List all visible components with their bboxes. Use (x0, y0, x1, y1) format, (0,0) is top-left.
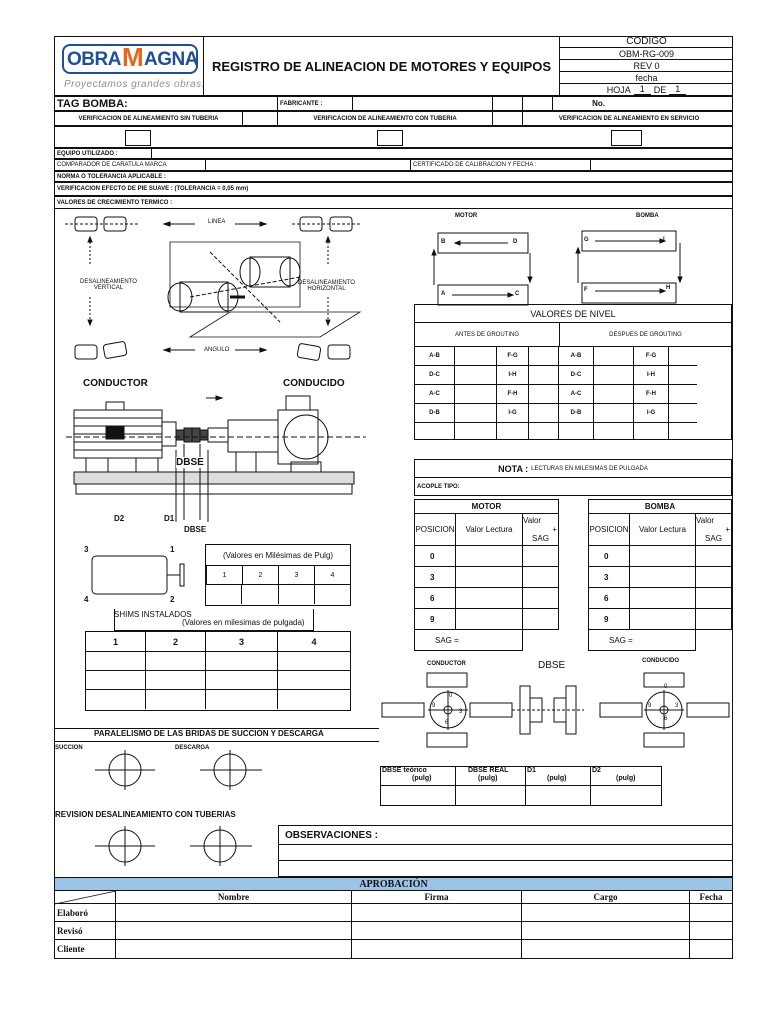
linea-label: LINEA (208, 219, 226, 225)
dial-left-3: 3 (459, 709, 463, 715)
bomba-sag-label: SAG = (588, 630, 696, 651)
nivel-label: D-B (559, 404, 594, 423)
acople-tipo-label: ACOPLE TIPO: (417, 483, 460, 490)
dbse-real-label: DBSE REAL (468, 767, 509, 774)
motor-valor-sag-part: + (552, 525, 557, 534)
nivel-value-cell[interactable] (634, 423, 669, 439)
dbse-label-2: DBSE (184, 525, 207, 534)
desal-h-line2: HORIZONTAL (307, 286, 346, 292)
nivel-value-cell[interactable] (455, 347, 497, 366)
level-diagram (430, 225, 690, 310)
nivel-value-cell[interactable] (669, 385, 697, 404)
bomba-posicion-6: 6 (588, 588, 630, 609)
shim-value-cell[interactable] (206, 671, 278, 690)
bomba-valor-cell[interactable] (630, 567, 696, 588)
d1-header (526, 767, 591, 786)
observaciones-line-2[interactable] (279, 861, 732, 876)
shims-sublabel: (Valores en milesimas de pulgada) (182, 618, 305, 627)
d2-col-label: D2 (592, 767, 601, 774)
logo-text-obra: OBRA (67, 49, 121, 70)
dial-right-9: 9 (648, 703, 652, 709)
point-a: A (441, 291, 446, 297)
dbse-real-header (456, 767, 526, 786)
dial-indicator-diagram (382, 670, 732, 752)
valores-milesimas-label: (Valores en Milésimas de Pulg) (206, 545, 350, 566)
aprobacion-row-cliente: Cliente (55, 940, 116, 958)
nivel-value-cell[interactable] (529, 385, 559, 404)
nivel-value-cell[interactable] (455, 423, 497, 439)
logo-text-m: M (122, 42, 144, 72)
observaciones-box (278, 825, 733, 877)
shim-value-cell[interactable] (278, 671, 350, 690)
certificado-field[interactable] (590, 160, 734, 170)
nivel-label: A-B (559, 347, 594, 366)
aprobacion-entry-cell[interactable] (690, 922, 732, 940)
aprobacion-entry-cell[interactable] (690, 904, 732, 922)
comparador-label: COMPARADOR DE CARATULA MARCA (57, 162, 167, 168)
nivel-value-cell[interactable] (594, 366, 634, 385)
fecha-label: fecha (560, 72, 733, 84)
desal-v-line2: VERTICAL (93, 285, 124, 291)
nivel-value-cell[interactable] (559, 423, 594, 439)
aprobacion-entry-cell[interactable] (522, 904, 690, 922)
conducido-label: CONDUCIDO (283, 378, 345, 389)
nivel-label: A-C (415, 385, 455, 404)
bomba-posicion-header: POSICION (588, 513, 630, 546)
motor-sag-label: SAG = (414, 630, 523, 651)
dial-right-3: 3 (675, 703, 679, 709)
pie-suave-cols (206, 566, 350, 585)
equipo-row (54, 148, 733, 159)
comparador-field[interactable] (205, 160, 410, 170)
dial-right-6: 6 (664, 716, 668, 722)
aprobacion-title: APROBACIÓN (55, 878, 732, 891)
bomba-title: BOMBA (588, 499, 732, 513)
shim-value-cell[interactable] (86, 690, 146, 709)
shims-label: SHIMS INSTALADOS (114, 610, 192, 619)
nivel-label: I-H (497, 366, 529, 385)
bomba-valor-cell[interactable] (630, 609, 696, 630)
page-title: REGISTRO DE ALINEACION DE MOTORES Y EQUIPOS (211, 58, 551, 74)
nivel-label: F-H (634, 385, 669, 404)
d1-col-label: D1 (527, 767, 536, 774)
bomba-valor-sag-header (696, 513, 732, 546)
shim-value-cell[interactable] (206, 690, 278, 709)
d2-value[interactable] (591, 786, 661, 805)
shim-value-cell[interactable] (146, 690, 206, 709)
descarga-label: DESCARGA (175, 745, 210, 751)
equipo-divider (151, 149, 152, 158)
dbse-teorico-value[interactable] (381, 786, 456, 805)
dbse-teorico-unit: (pulg) (412, 775, 432, 782)
pie-suave-value-cell[interactable] (314, 585, 350, 604)
hoja-number[interactable]: 1 (634, 84, 651, 95)
no-label: No. (552, 97, 735, 110)
bridas-title: PARALELISMO DE LAS BRIDAS DE SUCCION Y DESCARGA (94, 729, 324, 738)
ver-con-tuberia-label: VERIFICACION DE ALINEAMIENTO CON TUBERIA (277, 112, 492, 125)
aprobacion-row-elaboró: Elaboró (55, 904, 116, 922)
d1-value[interactable] (526, 786, 591, 805)
pie-suave-value-cell[interactable] (278, 585, 314, 604)
pie-suave-table (205, 544, 351, 606)
d2-header (591, 767, 661, 786)
d1-label: D1 (164, 514, 175, 523)
shim-value-cell[interactable] (86, 652, 146, 671)
nivel-label: F-G (634, 347, 669, 366)
aprobacion-table (54, 877, 733, 959)
nivel-value-cell[interactable] (594, 385, 634, 404)
shim-value-cell[interactable] (278, 690, 350, 709)
aprobacion-col-firma: Firma (352, 891, 522, 904)
hoja-row (560, 84, 733, 95)
comparador-row (54, 159, 733, 171)
bomba-valor-header: Valor Lectura (630, 513, 696, 546)
bomba-valor-cell[interactable] (630, 546, 696, 567)
shim-col-4: 4 (278, 632, 350, 652)
motor-posicion-6: 6 (414, 588, 456, 609)
codigo-value: OBM-RG-009 (560, 48, 733, 60)
ver-spacer-1 (242, 112, 277, 125)
bomba-valor-cell[interactable] (630, 588, 696, 609)
observaciones-line-1[interactable] (279, 845, 732, 861)
desal-vertical-label (80, 279, 137, 291)
antes-grouting-label: ANTES DE GROUTING (415, 323, 560, 347)
dial-conducido-label: CONDUCIDO (642, 658, 679, 664)
bomba-valor-sag-part: Valor (696, 516, 715, 525)
bridas-bottom-rule (54, 741, 379, 742)
motor-valor-sag-part: SAG (532, 534, 549, 543)
nota-text: LECTURAS EN MILESIMAS DE PULGADA (531, 465, 648, 472)
valores-nivel-grid (415, 347, 731, 439)
shim-col-2: 2 (146, 632, 206, 652)
nivel-value-cell[interactable] (455, 404, 497, 423)
bomba-valor-sag-cell[interactable] (696, 609, 732, 630)
nivel-value-cell[interactable] (455, 366, 497, 385)
nivel-value-cell[interactable] (455, 385, 497, 404)
dbse-real-value[interactable] (456, 786, 526, 805)
nivel-value-cell[interactable] (669, 347, 697, 366)
nivel-label: A-B (415, 347, 455, 366)
nivel-label: D-B (415, 404, 455, 423)
bomba-diagram-label: BOMBA (636, 213, 659, 219)
pie-suave-col-2: 2 (242, 566, 278, 584)
motor-valor-cell[interactable] (456, 546, 523, 567)
dial-left-0: 0 (449, 693, 453, 699)
succion-label: SUCCION (55, 745, 83, 751)
dial-left-9: 9 (432, 703, 436, 709)
pie-suave-value-cell[interactable] (206, 585, 241, 604)
dbse-teorico-header (381, 767, 456, 786)
aprobacion-entry-cell[interactable] (352, 922, 522, 940)
motor-valor-header: Valor Lectura (456, 513, 523, 546)
aprobacion-row-revisó: Revisó (55, 922, 116, 940)
tag-bomba-label: TAG BOMBA: (57, 97, 128, 110)
bomba-posicion-3: 3 (588, 567, 630, 588)
revision: REV 0 (560, 60, 733, 72)
nivel-value-cell[interactable] (669, 404, 697, 423)
dial-dbse-label: DBSE (538, 660, 566, 671)
aprobacion-entry-cell[interactable] (690, 940, 732, 958)
nivel-label: I-G (497, 404, 529, 423)
checkbox-en-servicio[interactable] (611, 130, 642, 146)
logo-tagline: Proyectamos grandes obras. (64, 79, 205, 90)
motor-valor-sag-cell[interactable] (523, 609, 559, 630)
nivel-value-cell[interactable] (594, 404, 634, 423)
shim-col-3: 3 (206, 632, 278, 652)
desal-v-line1: DESALINEAMIENTO (80, 279, 137, 285)
pie-suave-label: VERIFICACION EFECTO DE PIE SUAVE : (TOLERANCIA = 0,05 mm) (54, 182, 733, 196)
nota-box (414, 459, 732, 496)
nivel-label: D-C (559, 366, 594, 385)
motor-title: MOTOR (414, 499, 559, 513)
dbse-real-unit: (pulg) (478, 775, 498, 782)
nivel-label: I-G (634, 404, 669, 423)
dbse-table (380, 766, 662, 806)
motor-valor-sag-cell[interactable] (523, 546, 559, 567)
motor-posicion-9: 9 (414, 609, 456, 630)
nivel-label: F-G (497, 347, 529, 366)
motor-valor-sag-cell[interactable] (523, 588, 559, 609)
bomba-valor-sag-cell[interactable] (696, 588, 732, 609)
corner-1: 1 (170, 545, 175, 554)
equipo-label: EQUIPO UTILIZADO : (57, 150, 118, 157)
dial-right-0: 0 (664, 684, 668, 690)
nivel-label: A-C (559, 385, 594, 404)
blank-cell-2[interactable] (522, 97, 552, 110)
point-f: F (584, 287, 588, 293)
nivel-value-cell[interactable] (669, 366, 697, 385)
bomba-lectura-table (588, 499, 732, 653)
pie-suave-col-4: 4 (314, 566, 350, 584)
dial-conductor-label: CONDUCTOR (427, 661, 466, 667)
bomba-valor-sag-part: + (725, 525, 730, 534)
blank-cell-1[interactable] (492, 97, 522, 110)
fabricante-field[interactable] (352, 97, 492, 110)
dbse-label-1: DBSE (176, 457, 204, 468)
shim-value-cell[interactable] (146, 652, 206, 671)
valores-nivel-table (414, 304, 732, 440)
angulo-label: ANGULO (204, 347, 230, 353)
codigo-label: CODIGO (560, 36, 733, 48)
motor-lectura-table (414, 499, 559, 653)
nivel-value-cell[interactable] (497, 423, 529, 439)
de-number[interactable]: 1 (669, 84, 686, 95)
aprobacion-col-nombre: Nombre (116, 891, 352, 904)
d2-label: D2 (114, 514, 125, 523)
corner-2: 2 (170, 595, 175, 604)
nivel-value-cell[interactable] (529, 423, 559, 439)
code-block (559, 36, 733, 96)
hoja-label: HOJA (606, 84, 631, 95)
shim-col-1: 1 (86, 632, 146, 652)
bomba-posicion-0: 0 (588, 546, 630, 567)
desal-horizontal-label (298, 280, 355, 292)
aprobacion-entry-cell[interactable] (116, 904, 352, 922)
logo (62, 44, 198, 74)
logo-text-agna: AGNA (144, 49, 198, 70)
corner-3: 3 (84, 545, 89, 554)
bomba-valor-sag-part: SAG (705, 534, 722, 543)
bomba-valor-sag-cell[interactable] (696, 567, 732, 588)
valores-nivel-title: VALORES DE NIVEL (415, 305, 731, 323)
conductor-label: CONDUCTOR (83, 378, 148, 389)
nota-label: NOTA : (498, 463, 529, 474)
pie-suave-col-3: 3 (278, 566, 314, 584)
nivel-label: D-C (415, 366, 455, 385)
nivel-value-cell[interactable] (415, 423, 455, 439)
norma-label: NORMA O TOLERANCIA APLICABLE : (54, 171, 733, 182)
pie-suave-value-cell[interactable] (241, 585, 277, 604)
motor-valor-cell[interactable] (456, 567, 523, 588)
corner-4: 4 (84, 595, 89, 604)
nivel-value-cell[interactable] (669, 423, 697, 439)
aprobacion-header-row (55, 891, 732, 904)
shim-value-cell[interactable] (146, 671, 206, 690)
nivel-value-cell[interactable] (594, 347, 634, 366)
nivel-label: F-H (497, 385, 529, 404)
motor-valor-sag-part: Valor (523, 516, 542, 525)
certificado-label: CERTIFICADO DE CALIBRACION Y FECHA : (410, 160, 590, 170)
verification-header-row (54, 111, 733, 126)
observaciones-label: OBSERVACIONES : (279, 826, 732, 845)
point-h: H (666, 285, 671, 291)
checkbox-con-tuberia[interactable] (377, 130, 403, 146)
fabricante-label: FABRICANTE : (277, 97, 352, 110)
despues-grouting-label: DESPUES DE GROUTING (560, 323, 731, 347)
aprobacion-entry-cell[interactable] (116, 940, 352, 958)
aprobacion-entry-cell[interactable] (352, 940, 522, 958)
d1-col-unit: (pulg) (547, 775, 567, 782)
motor-valor-cell[interactable] (456, 609, 523, 630)
de-label: DE (653, 84, 667, 95)
aprobacion-entry-cell[interactable] (352, 904, 522, 922)
d2-col-unit: (pulg) (616, 775, 636, 782)
nivel-label: I-H (634, 366, 669, 385)
ver-en-servicio-label: VERIFICACION DE ALINEAMIENTO EN SERVICIO (522, 112, 735, 125)
aprobacion-entry-cell[interactable] (522, 940, 690, 958)
point-b: B (441, 239, 446, 245)
motor-posicion-header: POSICION (414, 513, 456, 546)
shims-table (85, 631, 351, 711)
aprobacion-col-fecha: Fecha (690, 891, 732, 904)
pie-suave-values (206, 585, 350, 604)
motor-diagram-label: MOTOR (455, 213, 478, 219)
aprobacion-col-cargo: Cargo (522, 891, 690, 904)
dial-left-6: 6 (445, 720, 449, 726)
aprobacion-rows (55, 904, 732, 958)
point-d: D (513, 239, 518, 245)
point-i: I (663, 237, 665, 243)
desal-h-line1: DESALINEAMIENTO (298, 280, 355, 286)
motor-valor-cell[interactable] (456, 588, 523, 609)
bomba-posicion-9: 9 (588, 609, 630, 630)
motor-valor-sag-header (523, 513, 559, 546)
pie-suave-col-1: 1 (206, 566, 242, 584)
dbse-teorico-label: DBSE teórico (382, 767, 427, 774)
checkbox-sin-tuberia[interactable] (125, 130, 151, 146)
pump-motor-illustration (66, 392, 366, 522)
shim-value-cell[interactable] (86, 671, 146, 690)
nivel-value-cell[interactable] (594, 423, 634, 439)
motor-posicion-3: 3 (414, 567, 456, 588)
nivel-value-cell[interactable] (529, 366, 559, 385)
tag-row (54, 96, 733, 111)
motor-valor-sag-cell[interactable] (523, 567, 559, 588)
nivel-value-cell[interactable] (529, 347, 559, 366)
bomba-valor-sag-cell[interactable] (696, 546, 732, 567)
motor-foot-sketch (84, 546, 194, 606)
nota-row (415, 460, 731, 478)
aprobacion-corner (55, 891, 116, 904)
motor-posicion-0: 0 (414, 546, 456, 567)
aprobacion-entry-cell[interactable] (522, 922, 690, 940)
shim-value-cell[interactable] (278, 652, 350, 671)
ver-spacer-2 (492, 112, 522, 125)
crecimiento-termico-label: VALORES DE CRECIMIENTO TERMICO : (54, 196, 733, 209)
shim-value-cell[interactable] (206, 652, 278, 671)
nivel-value-cell[interactable] (529, 404, 559, 423)
verification-check-row (54, 126, 733, 148)
revision-desalineamiento-label: REVISION DESALINEAMIENTO CON TUBERIAS (55, 810, 236, 819)
point-g: G (584, 237, 589, 243)
aprobacion-entry-cell[interactable] (116, 922, 352, 940)
ver-sin-tuberia-label: VERIFICACION DE ALINEAMIENTO SIN TUBERIA (78, 115, 219, 122)
point-c: C (515, 291, 520, 297)
